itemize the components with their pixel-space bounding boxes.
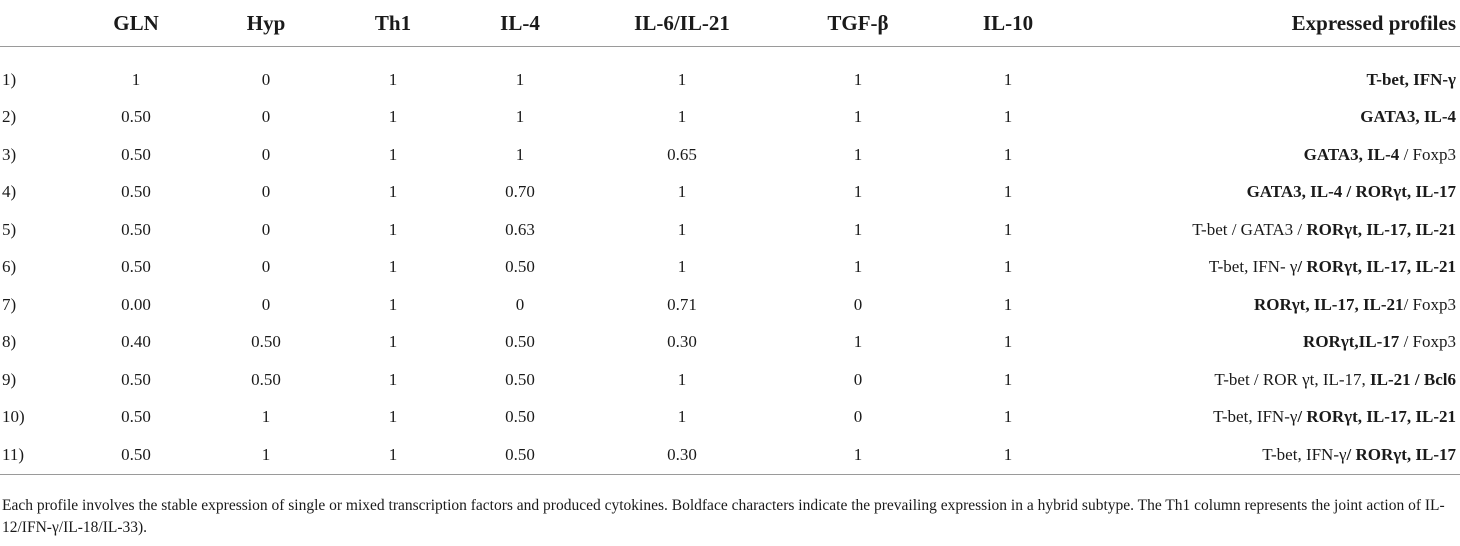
profile-bold-segment: / RORγt, IL-17 <box>1346 444 1456 464</box>
cell-il10: 1 <box>1003 369 1013 389</box>
cell-il10: 1 <box>1003 332 1013 352</box>
row-index: 1) <box>2 69 17 89</box>
table-row <box>0 99 1460 137</box>
cell-il4: 1 <box>515 107 525 127</box>
cell-il6-il21: 1 <box>677 407 687 427</box>
cell-gln: 0.50 <box>62 436 210 474</box>
table-row <box>0 174 1460 212</box>
cell-il6-il21: 1 <box>677 69 687 89</box>
cell-gln: 0.50 <box>121 107 151 127</box>
table-row <box>0 286 1460 324</box>
header-hyp: Hyp <box>210 0 322 47</box>
profile-segment: / Foxp3 <box>1399 332 1456 352</box>
table-row <box>0 361 1460 399</box>
cell-il4: 0.50 <box>505 257 535 277</box>
cell-hyp: 0.50 <box>251 369 281 389</box>
cell-il10: 1 <box>1003 257 1013 277</box>
cell-th1: 1 <box>388 332 398 352</box>
cell-il10: 1 <box>928 436 1088 474</box>
profile-segment: T-bet / ROR γt, IL-17, <box>1214 369 1371 389</box>
cell-th1: 1 <box>388 219 398 239</box>
cell-il6-il21: 0.71 <box>667 294 697 314</box>
cell-tgf-beta: 0 <box>853 294 863 314</box>
cell-gln: 0.50 <box>121 257 151 277</box>
profile-bold-segment: T-bet, IFN-γ <box>1366 69 1456 89</box>
cell-il4: 1 <box>515 69 525 89</box>
row-index: 2) <box>2 107 17 127</box>
header-il4: IL-4 <box>464 0 576 47</box>
cell-il4: 0.50 <box>505 407 535 427</box>
cell-expressed-profile <box>1088 249 1460 287</box>
header-il10: IL-10 <box>928 0 1088 47</box>
header-th1: Th1 <box>322 0 464 47</box>
header-index <box>0 0 62 47</box>
cell-il4: 0 <box>515 294 525 314</box>
header-expressed-profiles: Expressed profiles <box>1088 0 1460 47</box>
cell-gln: 1 <box>131 69 141 89</box>
cell-th1: 1 <box>388 369 398 389</box>
cell-hyp: 1 <box>210 436 322 474</box>
table-row <box>0 211 1460 249</box>
cell-expressed-profile <box>1088 324 1460 362</box>
cell-gln: 0.50 <box>121 144 151 164</box>
table-row <box>0 399 1460 437</box>
cell-il6-il21: 0.30 <box>576 436 788 474</box>
row-index: 8) <box>2 332 17 352</box>
cell-tgf-beta: 1 <box>853 107 863 127</box>
header-tgf-beta: TGF-β <box>788 0 928 47</box>
header-row <box>0 0 1460 47</box>
cell-hyp: 0 <box>261 69 271 89</box>
cell-expressed-profile <box>1088 399 1460 437</box>
cell-tgf-beta: 1 <box>788 436 928 474</box>
row-index: 5) <box>2 219 17 239</box>
cell-expressed-profile <box>1088 286 1460 324</box>
cell-gln: 0.50 <box>121 369 151 389</box>
cell-th1: 1 <box>322 436 464 474</box>
row-index: 3) <box>2 144 17 164</box>
profile-bold-segment: GATA3, IL-4 <box>1360 107 1456 127</box>
cell-il10: 1 <box>1003 219 1013 239</box>
cell-tgf-beta: 1 <box>853 219 863 239</box>
cell-expressed-profile <box>1088 99 1460 137</box>
cell-tgf-beta: 1 <box>853 144 863 164</box>
profile-bold-segment: / RORγt, IL-17, IL-21 <box>1297 407 1456 427</box>
table-row <box>0 47 1460 99</box>
cell-tgf-beta: 1 <box>853 257 863 277</box>
cell-tgf-beta: 1 <box>853 332 863 352</box>
cell-tgf-beta: 0 <box>853 369 863 389</box>
cell-expressed-profile <box>1088 211 1460 249</box>
cell-tgf-beta: 1 <box>853 69 863 89</box>
cell-hyp: 1 <box>261 407 271 427</box>
profile-segment: / Foxp3 <box>1399 144 1456 164</box>
cell-expressed-profile <box>1088 436 1460 474</box>
header-gln: GLN <box>62 0 210 47</box>
cell-il4: 1 <box>515 144 525 164</box>
table-row <box>0 436 1460 474</box>
cell-hyp: 0 <box>261 257 271 277</box>
cell-th1: 1 <box>388 107 398 127</box>
cell-expressed-profile <box>1088 174 1460 212</box>
profile-segment: T-bet, IFN-γ <box>1213 407 1298 427</box>
cell-th1: 1 <box>388 257 398 277</box>
cell-il4: 0.63 <box>505 219 535 239</box>
row-index: 7) <box>2 294 17 314</box>
cell-il4: 0.50 <box>464 436 576 474</box>
row-index: 6) <box>2 257 17 277</box>
cell-il10: 1 <box>1003 107 1013 127</box>
cell-il10: 1 <box>1003 144 1013 164</box>
header-il6-il21: IL-6/IL-21 <box>576 0 788 47</box>
profile-segment: T-bet / GATA3 / <box>1192 219 1307 239</box>
cell-il6-il21: 1 <box>677 257 687 277</box>
profile-bold-segment: GATA3, IL-4 <box>1303 144 1400 164</box>
cell-il6-il21: 1 <box>677 107 687 127</box>
cell-il6-il21: 0.30 <box>667 332 697 352</box>
cell-tgf-beta: 1 <box>853 182 863 202</box>
cell-tgf-beta: 0 <box>853 407 863 427</box>
cell-il4: 0.50 <box>505 332 535 352</box>
cell-th1: 1 <box>388 69 398 89</box>
profile-bold-segment: GATA3, IL-4 / RORγt, IL-17 <box>1246 182 1456 202</box>
cell-expressed-profile <box>1088 136 1460 174</box>
profile-segment: / Foxp3 <box>1403 294 1456 314</box>
cell-hyp: 0 <box>261 107 271 127</box>
profile-bold-segment: RORγt, IL-17, IL-21 <box>1253 294 1404 314</box>
cell-expressed-profile <box>1088 361 1460 399</box>
cell-th1: 1 <box>388 294 398 314</box>
row-index: 4) <box>2 182 17 202</box>
row-index: 11) <box>0 436 62 474</box>
cell-il10: 1 <box>1003 294 1013 314</box>
cell-th1: 1 <box>388 182 398 202</box>
cell-th1: 1 <box>388 407 398 427</box>
cell-hyp: 0 <box>261 144 271 164</box>
cell-il10: 1 <box>1003 182 1013 202</box>
cell-hyp: 0.50 <box>251 332 281 352</box>
profile-segment: T-bet, IFN- γ <box>1208 257 1298 277</box>
profile-bold-segment: / RORγt, IL-17, IL-21 <box>1297 257 1456 277</box>
cell-il6-il21: 0.65 <box>667 144 697 164</box>
cell-il4: 0.70 <box>505 182 535 202</box>
cell-il10: 1 <box>1003 69 1013 89</box>
profile-bold-segment: RORγt,IL-17 <box>1303 332 1400 352</box>
table-row <box>0 136 1460 174</box>
cell-gln: 0.40 <box>121 332 151 352</box>
table-footnote: Each profile involves the stable expression of single or mixed transcription factors and produced cytokines. Boldface characters indicate the prevailing expression in a hybrid subtype. The Th1 column represents the joint action of IL-12/IFN-γ/IL-18/IL-33). <box>2 497 1445 536</box>
table-row <box>0 249 1460 287</box>
cell-il6-il21: 1 <box>677 369 687 389</box>
cell-gln: 0.00 <box>121 294 151 314</box>
profile-bold-segment: IL-21 / Bcl6 <box>1370 369 1456 389</box>
cell-il6-il21: 1 <box>677 182 687 202</box>
cell-th1: 1 <box>388 144 398 164</box>
cell-hyp: 0 <box>261 294 271 314</box>
cell-expressed-profile <box>1088 47 1460 99</box>
table-row <box>0 324 1460 362</box>
cell-il10: 1 <box>1003 407 1013 427</box>
row-index: 10) <box>2 407 25 427</box>
profile-bold-segment: RORγt, IL-17, IL-21 <box>1306 219 1456 239</box>
cell-il6-il21: 1 <box>677 219 687 239</box>
cell-il4: 0.50 <box>505 369 535 389</box>
cell-gln: 0.50 <box>121 407 151 427</box>
cell-hyp: 0 <box>261 182 271 202</box>
profile-segment: T-bet, IFN-γ <box>1262 444 1347 464</box>
cell-hyp: 0 <box>261 219 271 239</box>
cell-gln: 0.50 <box>121 182 151 202</box>
cell-gln: 0.50 <box>121 219 151 239</box>
row-index: 9) <box>2 369 17 389</box>
table-body <box>0 47 1460 475</box>
